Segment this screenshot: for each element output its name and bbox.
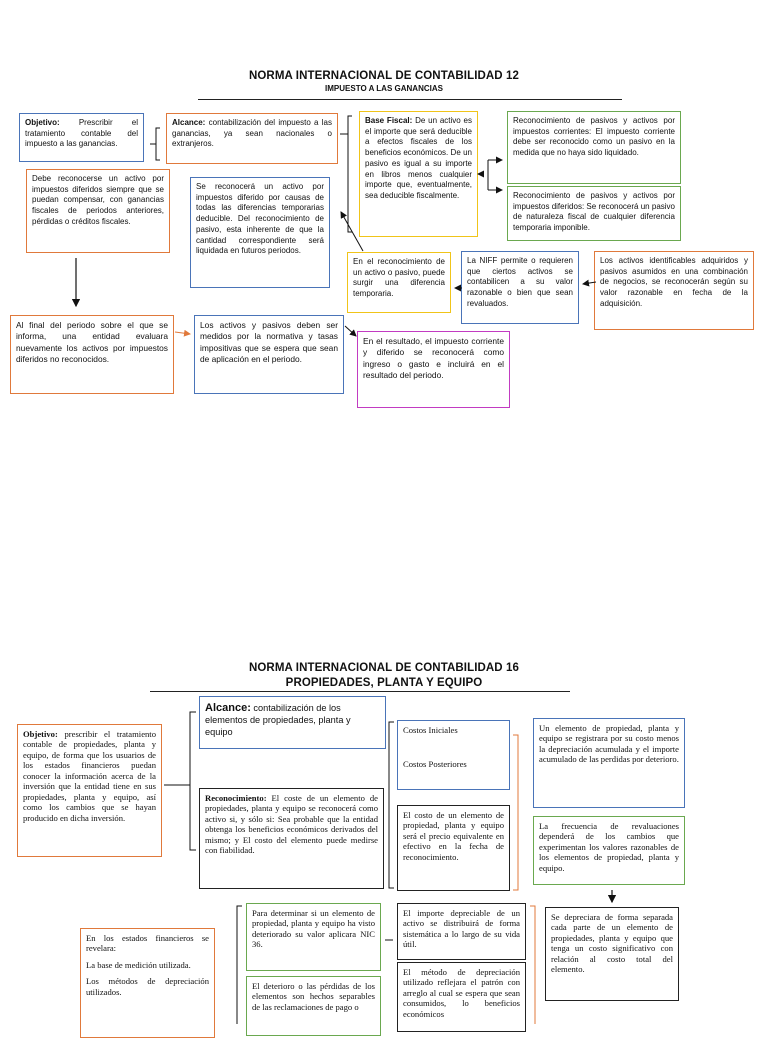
nic12-arrow-medidos bbox=[175, 332, 190, 334]
nic16-ef-item2: Los métodos de depreciación utilizados. bbox=[86, 976, 209, 997]
nic16-registrara-box: Un elemento de propiedad, planta y equipo se registrara por su costo menos la depreciación acumulada y el importe acumulado de las perdidas por deterioro. bbox=[533, 718, 685, 808]
nic12-rec-diferidos-box: Reconocimiento de pasivos y activos por impuestos diferidos: Se reconocerá un pasivo de naturaleza fiscal de cualquier diferencia temporaria imponible. bbox=[507, 186, 681, 241]
nic16-objetivo-box bbox=[17, 724, 162, 857]
nic16-se-depreciara-box: Se depreciara de forma separada cada parte de un elemento de propiedades, planta y equipo que tenga un costo significativo con relación al costo total del elemento. bbox=[545, 907, 679, 1001]
nic12-arrow-resultado bbox=[345, 326, 356, 336]
nic12-objetivo-box bbox=[19, 113, 144, 162]
nic16-subtitle: PROPIEDADES, PLANTA Y EQUIPO bbox=[285, 677, 483, 689]
nic12-niff-permite-box: La NIFF permite o requieren que ciertos activos se contabilicen a su valor razonable o bien que sean revaluados. bbox=[461, 251, 579, 324]
nic12-medidos-box: Los activos y pasivos deben ser medidos por la normativa y tasas impositivas que se espera que sean de aplicación en el periodo. bbox=[194, 315, 344, 394]
nic16-ef-item1: La base de medición utilizada. bbox=[86, 959, 191, 970]
nic12-base-fiscal-text: De un activo es el importe que será deducible a efectos fiscales de los beneficios económicos. De un pasivo es igual a su importe en libros menos cualquier importe que, eventualmente, sea deducible fiscalmente. bbox=[365, 116, 472, 201]
nic16-reconocimiento-text: El coste de un elemento de propiedades, planta y equipo se reconocerá como activo si, y sólo si: Sea probable que la entidad obtenga los beneficios económicos derivados del mismo; y El costo del elemento puede medirse con fiabilidad. bbox=[205, 793, 378, 856]
nic16-title-rule bbox=[150, 691, 570, 692]
nic12-debe-reconocerse-box: Debe reconocerse un activo por impuestos diferidos siempre que se puedan compensar, con ganancias fiscales de periodos anteriores, pérdidas o créditos fiscales. bbox=[26, 169, 170, 253]
nic12-base-fiscal-box bbox=[359, 111, 478, 237]
nic12-activos-identificables-box: Los activos identificables adquiridos y pasivos asumidos en una combinación de negocios, se reconocerán según su valor razonable en fecha de la adquisición. bbox=[594, 251, 754, 330]
nic12-title: NORMA INTERNACIONAL DE CONTABILIDAD 12 bbox=[248, 70, 519, 82]
nic16-importe-depreciable-box: El importe depreciable de un activo se distribuirá de forma sistemática a lo largo de su vida útil. bbox=[397, 903, 526, 960]
nic16-bracket-main bbox=[164, 712, 196, 850]
nic16-reconocimiento-lead: Reconocimiento: bbox=[205, 793, 267, 803]
nic12-bracket-objetivo-alcance bbox=[150, 128, 160, 160]
nic12-title-rule bbox=[198, 99, 622, 100]
nic12-objetivo-text: Prescribir el tratamiento contable del impuesto a las ganancias. bbox=[25, 118, 138, 149]
nic12-bracket-alcance-basefiscal bbox=[340, 116, 352, 232]
nic16-costos-posteriores: Costos Posteriores bbox=[403, 759, 467, 770]
nic16-para-determinar-box: Para determinar si un elemento de propiedad, planta y equipo ha visto deteriorado su valor aplicara NIC 36. bbox=[246, 903, 381, 971]
nic16-reconocimiento-box bbox=[199, 788, 384, 889]
blank-area bbox=[0, 410, 768, 660]
nic16-costo-elemento-box: El costo de un elemento de propiedad, planta y equipo será el precio equivalente en efectivo en la fecha de reconocimiento. bbox=[397, 805, 510, 891]
nic12-objetivo-lead: Objetivo: bbox=[25, 118, 60, 127]
nic16-estados-financieros-box bbox=[80, 928, 215, 1038]
nic12-alcance-box bbox=[166, 113, 338, 164]
nic16-deterioro-box: El deterioro o las pérdidas de los elementos son hechos separables de las reclamaciones de pago o bbox=[246, 976, 381, 1036]
nic12-en-reconocimiento-box: En el reconocimiento de un activo o pasivo, puede surgir una diferencia temporaria. bbox=[347, 252, 451, 313]
nic16-bracket-deterioro bbox=[237, 906, 242, 1024]
nic16-bracket-depreciacion bbox=[530, 906, 535, 1024]
nic16-objetivo-lead: Objetivo: bbox=[23, 729, 58, 739]
nic16-metodo-box: El método de depreciación utilizado reflejara el patrón con arreglo al cual se espera que sean consumidos, lo beneficios económicos bbox=[397, 962, 526, 1032]
nic12-alcance-lead: Alcance: bbox=[172, 118, 206, 127]
nic12-base-fiscal-lead: Base Fiscal: bbox=[365, 116, 413, 125]
nic16-costos-box bbox=[397, 720, 510, 790]
nic16-alcance-lead: Alcance: bbox=[205, 702, 251, 714]
nic16-title: NORMA INTERNACIONAL DE CONTABILIDAD 16 bbox=[248, 662, 519, 674]
nic12-subtitle: IMPUESTO A LAS GANANCIAS bbox=[325, 84, 443, 93]
nic12-bracket-reconocimiento bbox=[488, 160, 494, 190]
nic12-alcance-text: contabilización del impuesto a las ganancias, ya sean nacionales o extranjeros. bbox=[172, 118, 332, 149]
nic16-bracket-costos bbox=[389, 722, 394, 888]
nic12-resultado-box: En el resultado, el impuesto corriente y diferido se reconocerá como ingreso o gasto e incluirá en el resultado del periodo. bbox=[357, 331, 510, 408]
nic16-alcance-text: contabilización de los elementos de propiedades, planta y equipo bbox=[205, 703, 351, 738]
nic16-alcance-box bbox=[199, 696, 386, 749]
nic16-frecuencia-box: La frecuencia de revaluaciones dependerá de los cambios que experimentan los valores razonables de los elementos de propiedad, planta y equipo. bbox=[533, 816, 685, 885]
nic16-ef-intro: En los estados financieros se revelara: bbox=[86, 933, 209, 954]
nic16-bracket-costos-right bbox=[513, 735, 518, 890]
nic16-objetivo-text: prescribir el tratamiento contable de propiedades, planta y equipo, de forma que los usuarios de los estados financieros puedan conocer la información acerca de la inversión que la entidad tiene en sus propiedades, planta y equipo, así como los cambios que se hayan producido en dicha inversión. bbox=[23, 729, 156, 823]
nic12-se-reconocera-activo-box: Se reconocerá un activo por impuestos diferido por causas de todas las diferencias temporarias deducible. Del reconocimiento de pasivo, esta inherente de que la cantidad correspondiente será liquidada en futuros periodos. bbox=[190, 177, 330, 288]
nic12-al-final-box: Al final del periodo sobre el que se informa, una entidad evaluara nuevamente los activos por impuestos diferidos no reconocidos. bbox=[10, 315, 174, 394]
nic16-costos-iniciales: Costos Iniciales bbox=[403, 725, 458, 735]
nic12-rec-corrientes-box: Reconocimiento de pasivos y activos por impuestos corrientes: El impuesto corriente debe ser reconocido como un pasivo en la medida que no haya sido liquidado. bbox=[507, 111, 681, 184]
